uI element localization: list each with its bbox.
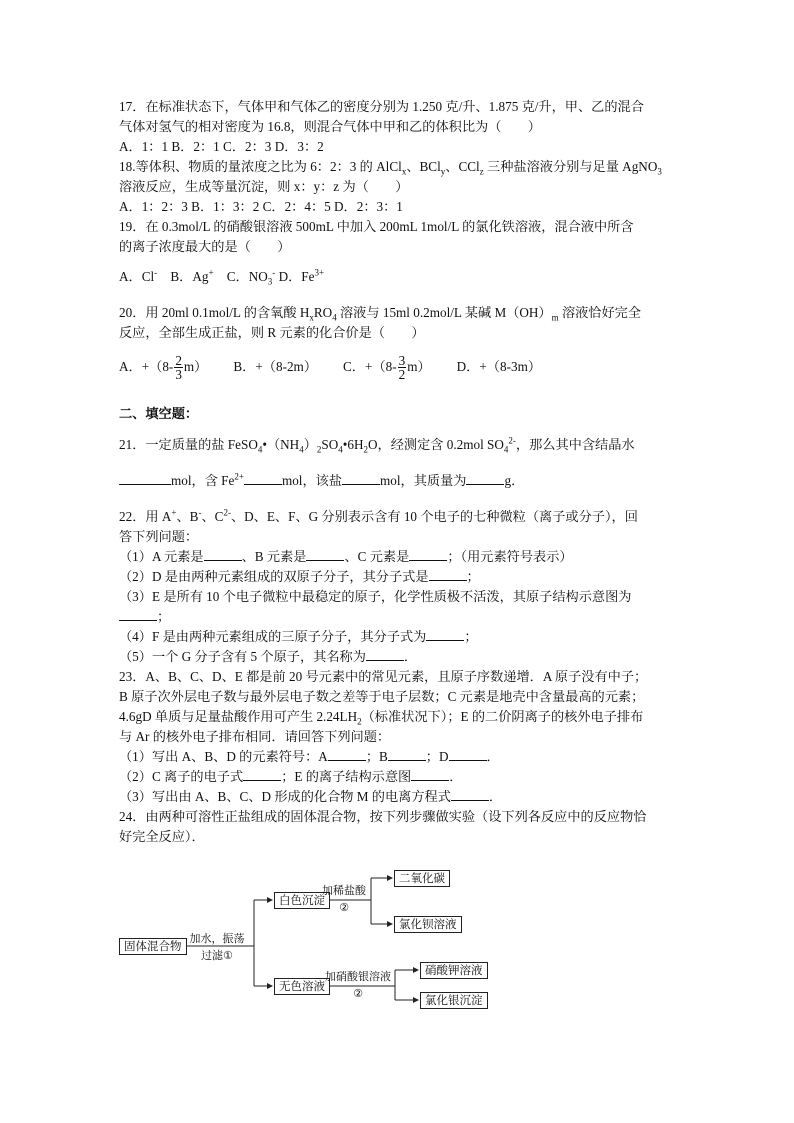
q20-opt-c-den: 2 (398, 367, 406, 383)
q18-stem-line1 (119, 157, 679, 177)
q21-stem-line2 (119, 471, 679, 491)
q23-sub1 (119, 747, 679, 767)
q24-stem-line1: 24．由两种可溶性正盐组成的固体混合物，按下列步骤做实验（设下列各反应中的反应物恰 (119, 809, 647, 825)
q19-sup-3plus: 3+ (314, 267, 325, 278)
label-step3b: ② (353, 987, 363, 1000)
q21-text-l2b: mol，该盐 (281, 473, 343, 489)
q18-text-c: 、CCl (445, 159, 480, 174)
q23-stem-line3 (119, 707, 679, 727)
q20-opt-a-pre: A．+（8- (119, 359, 174, 374)
q22-s2b: ； (466, 569, 480, 585)
q20-opt-a-fraction (174, 354, 183, 381)
q20-opt-b: B．+（8-2m） (233, 359, 318, 374)
q22-sup-plus: + (171, 508, 177, 519)
q19-sup-plus: + (208, 267, 214, 278)
q23-blank-d[interactable] (449, 747, 487, 761)
q22-sub2 (119, 567, 679, 587)
q21-text-l2a: mol，含 Fe (171, 473, 235, 489)
q20-text-a: 20．用 20ml 0.1mol/L 的含氧酸 H (119, 305, 310, 320)
q23-s1a: （1）写出 A、B、D 的元素符号：A (119, 749, 328, 765)
q19-opt-d: D．Fe (275, 269, 315, 284)
label-step1b: 过滤① (201, 949, 233, 962)
q19-sup-minus: - (154, 267, 158, 278)
q23-s1d: ． (486, 749, 500, 765)
q23-stem-line4: 与 Ar 的核外电子排布相同．请回答下列问题： (119, 729, 391, 745)
q22-s1a: （1）A 元素是 (119, 549, 204, 565)
q22-sup-minus: - (198, 508, 202, 519)
q20-opt-c-post: m） (407, 359, 431, 374)
q17-stem-line2: 气体对氢气的相对密度为 16.8，则混合气体中甲和乙的体积比为（ ） (119, 119, 541, 134)
box-solid-mixture: 固体混合物 (119, 938, 187, 955)
experiment-flow-diagram (119, 864, 539, 1014)
q21-blank-1[interactable] (119, 471, 171, 485)
q22-sub5 (119, 647, 679, 667)
label-step1a: 加水，振荡 (189, 932, 245, 945)
q21-text-d: SO (321, 437, 339, 453)
q20-sub-m: m (551, 312, 559, 323)
q22-stem-line2: 答下列问题： (119, 529, 199, 545)
q22-blank-b[interactable] (306, 547, 344, 561)
section-title-fill-in: 二、填空题： (119, 406, 199, 422)
q19-sup-minus-2: - (272, 267, 276, 278)
q22-s5b: ． (403, 649, 418, 665)
q19-opt-a: A．Cl (119, 269, 155, 284)
box-potassium-nitrate: 硝酸钾溶液 (420, 962, 488, 979)
q21-text-a: 21．一定质量的盐 FeSO (119, 437, 258, 453)
q20-stem-line1 (119, 303, 679, 323)
q21-text-c: ） (303, 437, 317, 453)
q18-text-b: 、BCl (406, 159, 441, 174)
label-step2b: ② (339, 901, 349, 914)
q22-sub3: （3）E 是所有 10 个电子微粒中最稳定的原子，化学性质极不活泼，其原子结构示意图为 (119, 589, 632, 605)
q22-text-c: 、C (201, 509, 224, 525)
q21-text-g: ，那么其中含结晶水 (515, 437, 635, 453)
box-colorless-solution: 无色溶液 (274, 978, 330, 995)
q18-stem-line2: 溶液反应，生成等量沉淀，则 x：y：z 为（ ） (119, 179, 409, 194)
q23-blank-m[interactable] (451, 787, 489, 801)
q22-text-d: 、D、E、F、G 分别表示含有 10 个电子的七种微粒（离子或分子），回 (230, 509, 638, 525)
box-silver-chloride: 氯化银沉淀 (420, 992, 488, 1009)
q18-sub-x: x (401, 166, 407, 177)
q19-opt-c: C．NO (213, 269, 268, 284)
q23-s2c: ． (449, 769, 463, 785)
q20-stem-line2: 反应，全部生成正盐，则 R 元素的化合价是（ ） (119, 325, 425, 340)
q23-l3a: 4.6gD 单质与足量盐酸作用可产生 2.24LH (119, 709, 358, 725)
q21-sub-4c: 4 (338, 445, 343, 456)
q23-s1c: ；D (425, 749, 449, 765)
q23-s3a: （3）写出由 A、B、C、D 形成的化合物 M 的电离方程式 (119, 789, 451, 805)
box-white-precipitate: 白色沉淀 (274, 892, 330, 909)
box-barium-chloride: 氯化钡溶液 (394, 916, 462, 933)
q22-s5a: （5）一个 G 分子含有 5 个原子，其名称为 (119, 649, 366, 665)
q22-sub1 (119, 547, 679, 567)
q21-sub-2a: 2 (316, 445, 322, 456)
q21-blank-2[interactable] (244, 471, 282, 485)
q19-stem-line1: 19．在 0.3mol/L 的硝酸银溶液 500mL 中加入 200mL 1mol/L 的氯化铁溶液，混合液中所含 (119, 219, 634, 234)
q22-blank-f[interactable] (426, 627, 464, 641)
q20-opt-c-pre: C．+（8- (343, 359, 397, 374)
q18-text-d: 三种盐溶液分别与足量 AgNO (483, 159, 658, 174)
q20-opt-a-num: 2 (175, 353, 182, 369)
q22-blank-c[interactable] (409, 547, 447, 561)
q21-text-l2c: mol，其质量为 (380, 473, 467, 489)
q19-options (119, 267, 679, 287)
q22-s1c: 、C 元素是 (344, 549, 410, 565)
q20-opt-a-post: m） (183, 359, 208, 374)
q22-text-a: 22．用 A (119, 509, 172, 525)
q20-text-d: 溶液恰好完全 (558, 305, 642, 320)
q24-stem-line2: 好完全反应）． (119, 829, 205, 845)
q18-sub-y: y (440, 166, 446, 177)
q19-stem-line2: 的离子浓度最大的是（ ） (119, 239, 291, 254)
q22-s4a: （4）F 是由两种元素组成的三原子分子，其分子式为 (119, 629, 427, 645)
q23-stem-line1: 23．A、B、C、D、E 都是前 20 号元素中的常见元素，且原子序数递增．A 原子没有中子； (119, 669, 648, 685)
box-carbon-dioxide: 二氧化碳 (394, 870, 450, 887)
q20-text-c: 溶液与 15ml 0.2mol/L 某碱 M（OH） (336, 305, 552, 320)
q21-sub-4a: 4 (257, 445, 263, 456)
q22-s3b: ； (157, 609, 171, 625)
q22-sub3-cont (119, 607, 679, 627)
q18-sub-3: 3 (657, 166, 662, 177)
q20-sub-4: 4 (332, 312, 337, 323)
q22-blank-a[interactable] (204, 547, 242, 561)
q21-sup-2plus: 2+ (234, 472, 244, 483)
q18-text-a: 18.等体积、物质的量浓度之比为 6：2：3 的 AlCl (119, 159, 402, 174)
q22-sup-2minus: 2- (223, 508, 231, 519)
q23-blank-e-ion[interactable] (411, 767, 449, 781)
q23-s3b: ． (488, 789, 503, 805)
q19-opt-b: B．Ag (157, 269, 209, 284)
q20-opt-a-den: 3 (175, 367, 182, 383)
q20-opt-c-fraction (398, 354, 407, 381)
q22-s2a: （2）D 是由两种元素组成的双原子分子，其分子式是 (119, 569, 429, 585)
q21-sup-2minus: 2- (508, 436, 516, 447)
q23-blank-b[interactable] (388, 747, 426, 761)
q23-sub3 (119, 787, 679, 807)
q23-blank-a[interactable] (328, 747, 366, 761)
q21-text-f: O，经测定含 0.2mol SO (367, 437, 504, 453)
q22-text-b: 、B (176, 509, 199, 525)
q20-text-b: RO (313, 305, 333, 320)
q21-text-b: •（NH (262, 437, 300, 453)
q21-blank-3[interactable] (342, 471, 380, 485)
q21-sub-4b: 4 (299, 445, 304, 456)
q18-sub-z: z (479, 166, 484, 177)
q23-sub2 (119, 767, 679, 787)
q23-s1b: ；B (365, 749, 388, 765)
q20-opt-c-num: 3 (398, 353, 406, 369)
q23-sub-2: 2 (357, 717, 362, 728)
q17-options: A．1：1 B．2：1 C．2：3 D．3：2 (119, 139, 324, 154)
q22-blank-g[interactable] (366, 647, 404, 661)
label-step3a: 加硝酸银溶液 (325, 970, 391, 983)
q21-blank-4[interactable] (466, 471, 504, 485)
q22-s1d: ；（用元素符号表示） (447, 549, 573, 565)
q22-s1b: 、B 元素是 (241, 549, 307, 565)
q21-sub-4d: 4 (503, 445, 509, 456)
q18-options: A．1：2：3 B．1：3：2 C．2：4：5 D．2：3：1 (119, 199, 403, 214)
exam-page (119, 97, 679, 847)
q22-s4b: ； (464, 629, 478, 645)
q17-stem-line1: 17．在标准状态下，气体甲和气体乙的密度分别为 1.250 克/升、1.875 克/升，甲、乙的混合 (119, 99, 644, 114)
q23-blank-c-ion[interactable] (243, 767, 281, 781)
q23-l3b: （标准状况下）；E 的二价阴离子的核外电子排布 (361, 709, 644, 725)
q22-blank-e[interactable] (119, 607, 157, 621)
q22-sub4 (119, 627, 679, 647)
q20-sub-x: x (309, 312, 314, 323)
q21-text-e: •6H (342, 437, 364, 453)
q22-stem-line1 (119, 507, 679, 527)
label-step2a: 加稀盐酸 (322, 884, 366, 897)
q23-stem-line2: B 原子次外层电子数与最外层电子数之差等于电子层数；C 元素是地壳中含量最高的元素； (119, 689, 645, 705)
q20-options (119, 353, 679, 381)
q21-sub-2b: 2 (363, 445, 368, 456)
q21-text-l2d: g． (504, 473, 525, 489)
q23-s2a: （2）C 离子的电子式 (119, 769, 244, 785)
q19-sub-3: 3 (267, 276, 273, 287)
q22-blank-d[interactable] (429, 567, 467, 581)
q20-opt-d: D．+（8-3m） (456, 359, 542, 374)
q21-stem-line1 (119, 435, 679, 455)
q23-s2b: ；E 的离子结构示意图 (281, 769, 412, 785)
